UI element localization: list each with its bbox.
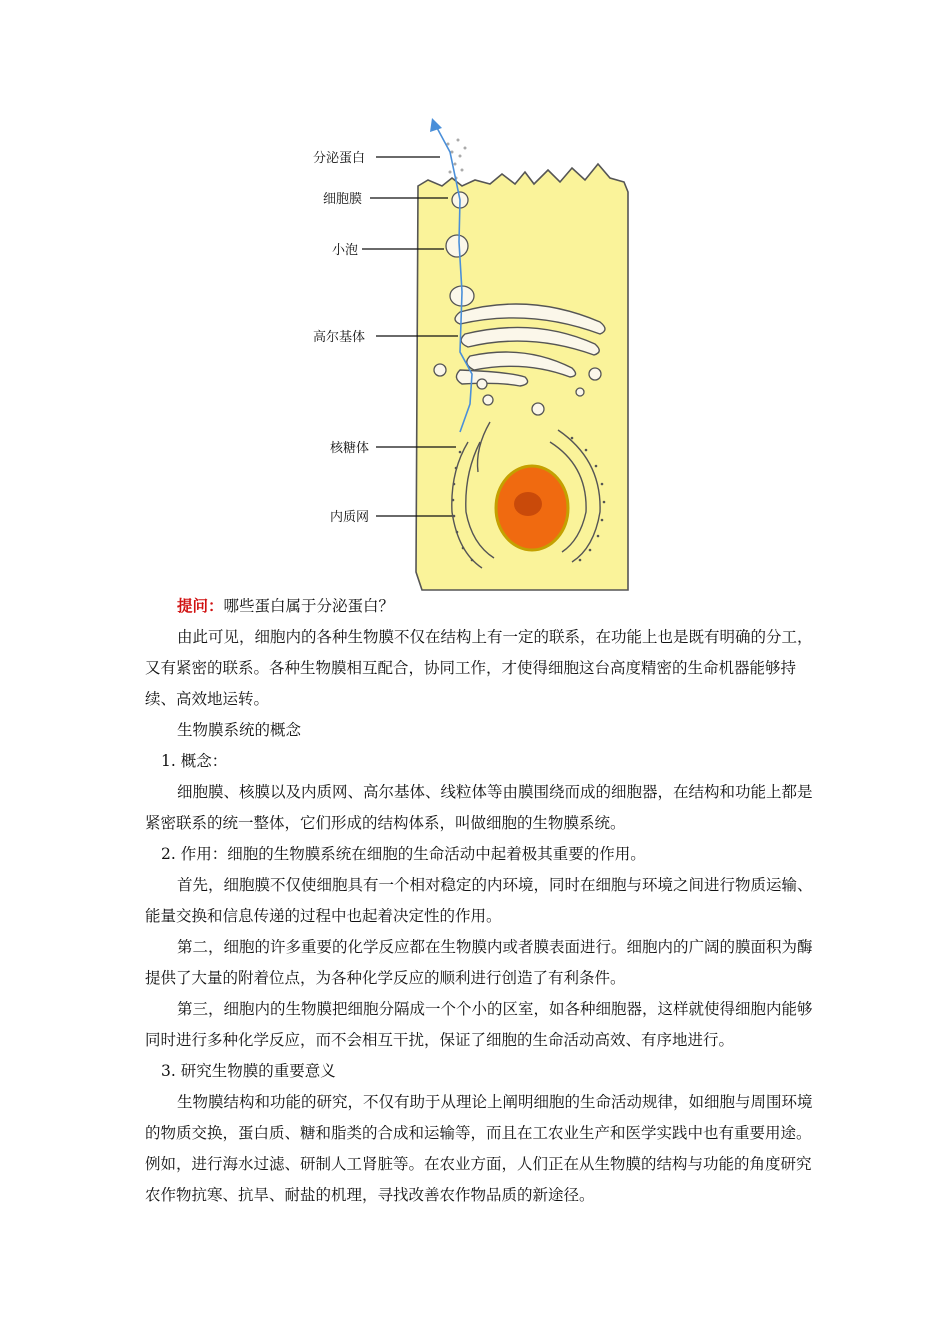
question-label: 提问：	[177, 596, 224, 615]
paragraph-second: 第二，细胞的许多重要的化学反应都在生物膜内或者膜表面进行。细胞内的广阔的膜面积为酶提供了大量的附着位点，为各种化学反应的顺利进行创造了有利条件。	[145, 938, 813, 987]
section-heading: 生物膜系统的概念	[177, 721, 302, 739]
nucleolus	[514, 492, 542, 516]
question-line	[145, 590, 813, 622]
body-text	[145, 590, 813, 1211]
label-secreted-protein: 分泌蛋白	[313, 151, 366, 166]
label-vesicle: 小泡	[332, 243, 359, 258]
label-golgi: 高尔基体	[313, 330, 366, 345]
label-er: 内质网	[330, 510, 370, 525]
label-ribosome: 核糖体	[330, 441, 370, 456]
paragraph-third: 第三，细胞内的生物膜把细胞分隔成一个个小的区室，如各种细胞器，这样就使得细胞内能够同时进行多种化学反应，而不会相互干扰，保证了细胞的生命活动高效、有序地进行。	[145, 1000, 813, 1049]
list-item-function: 2. 作用：细胞的生物膜系统在细胞的生命活动中起着极其重要的作用。	[161, 845, 646, 863]
list-item-concept: 1. 概念：	[161, 752, 228, 770]
question-text: 哪些蛋白属于分泌蛋白？	[223, 597, 395, 615]
cell-secretion-diagram	[310, 112, 640, 597]
paragraph-conclusion: 由此可见，细胞内的各种生物膜不仅在结构上有一定的联系，在功能上也是既有明确的分工，又有紧密的联系。各种生物膜相互配合，协同工作，才使得细胞这台高度精密的生命机器能够持续、高效地运转。	[145, 628, 813, 708]
cell-diagram-svg	[310, 112, 640, 597]
secreted-protein-dots	[447, 139, 467, 180]
label-cell-membrane: 细胞膜	[323, 192, 363, 207]
list-item-significance: 3. 研究生物膜的重要意义	[161, 1062, 336, 1080]
paragraph-first: 首先，细胞膜不仅使细胞具有一个相对稳定的内环境，同时在细胞与环境之间进行物质运输、能量交换和信息传递的过程中也起着决定性的作用。	[145, 876, 813, 925]
paragraph-significance: 生物膜结构和功能的研究，不仅有助于从理论上阐明细胞的生命活动规律，如细胞与周围环境的物质交换，蛋白质、糖和脂类的合成和运输等，而且在工农业生产和医学实践中也有重要用途。例如，进行海水过滤、研制人工肾脏等。在农业方面，人们正在从生物膜的结构与功能的角度研究农作物抗寒、抗旱、耐盐的机理，寻找改善农作物品质的新途径。	[145, 1093, 813, 1204]
paragraph-definition: 细胞膜、核膜以及内质网、高尔基体、线粒体等由膜围绕而成的细胞器，在结构和功能上都是紧密联系的统一整体，它们形成的结构体系，叫做细胞的生物膜系统。	[145, 783, 813, 832]
pathway-arrowhead	[430, 118, 442, 132]
